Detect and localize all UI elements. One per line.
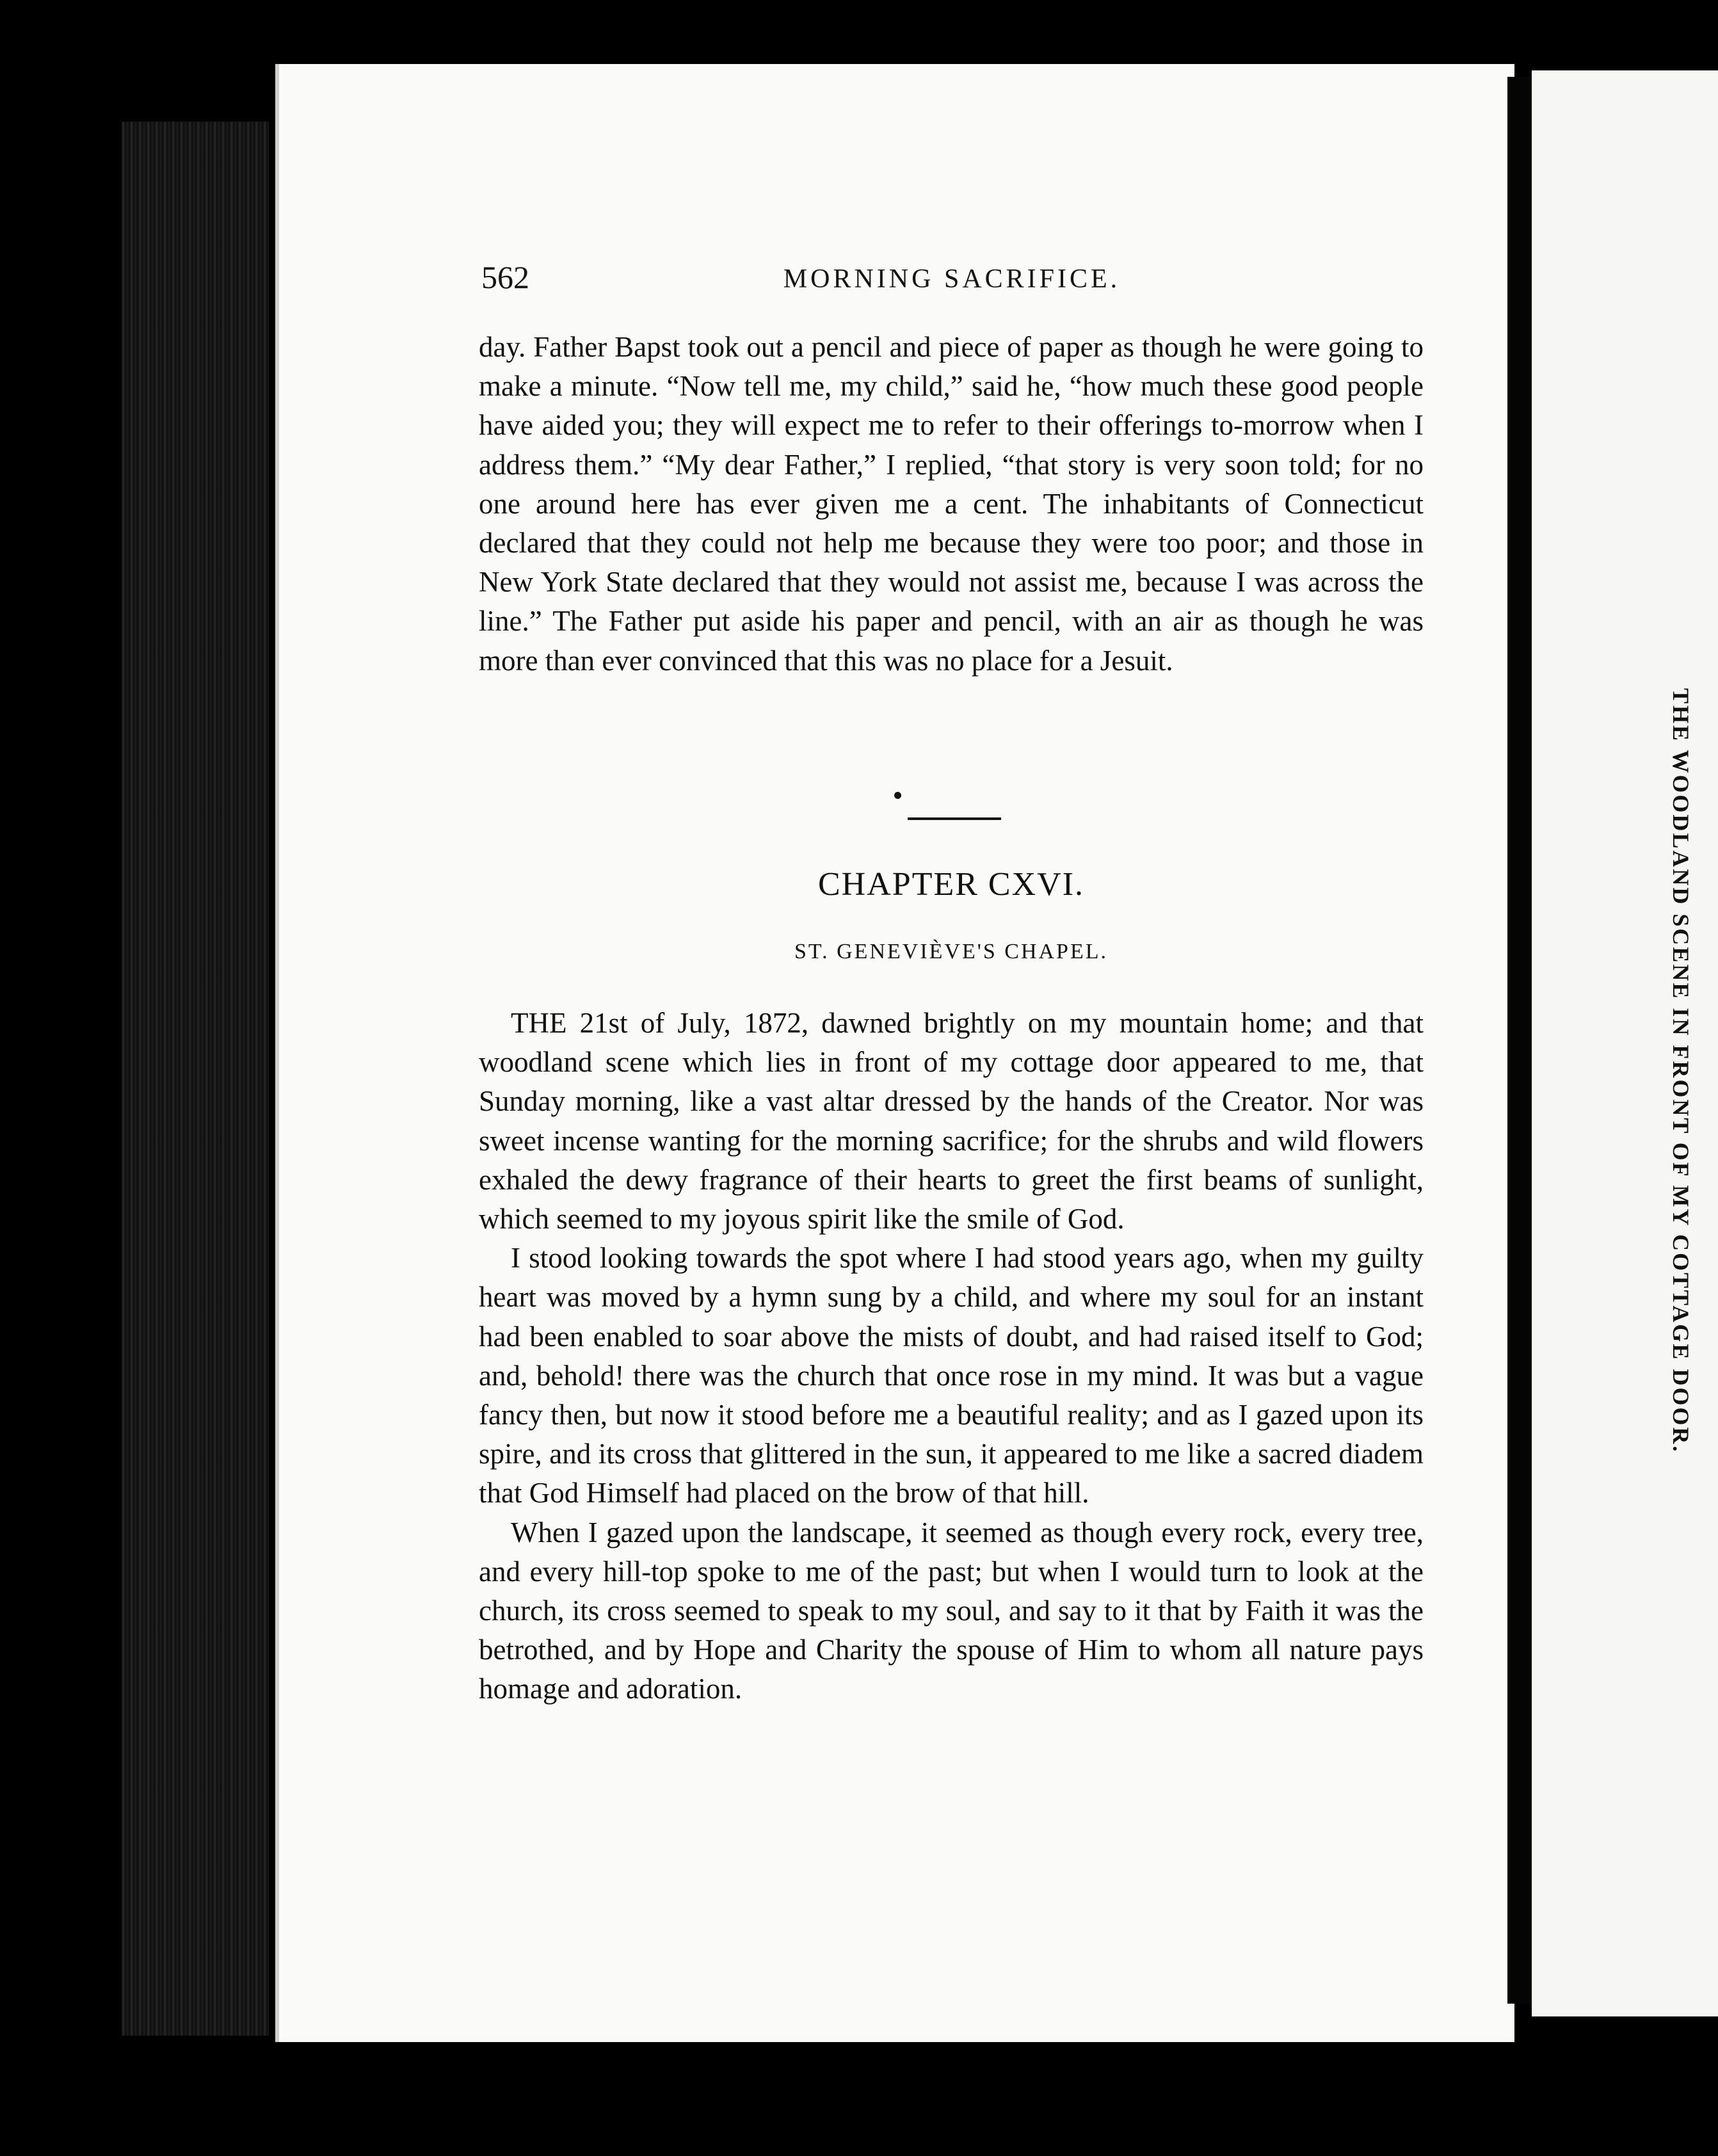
chapter-subtitle: ST. GENEVIÈVE'S CHAPEL. — [794, 940, 1109, 963]
separator-rule — [908, 817, 1001, 820]
facing-page-caption: THE WOODLAND SCENE IN FRONT OF MY COTTAGE DOOR. — [1668, 688, 1694, 1454]
paragraph-continued: day. Father Bapst took out a pencil and piece of paper as though he were going to make a minute. “Now tell me, my child,” said he, “how much these good people have aided you; they will expect me to refer to their offerings to-morrow when I address them.” “My dear Father,” I replied, “that story is very soon told; for no one around here has ever given me a cent. The inhabitants of Connecticut declared that they could not help me because they were too poor; and those in New York State declared that they would not assist me, because I was across the line.” The Father put aside his paper and pencil, with an air as though he was more than ever convinced that this was no place for a Jesuit. — [479, 331, 1424, 677]
paragraph: THE 21st of July, 1872, dawned brightly on my mountain home; and that woodland scene which lies in front of my cottage door appeared to me, that Sunday morning, like a vast altar dressed by the hands of the Creator. Nor was sweet incense wanting for the morning sacrifice; for the shrubs and wild flowers exhaled the dewy fragrance of their hearts to greet the first beams of sunlight, which seemed to my joyous spirit like the smile of God. — [479, 1007, 1424, 1235]
paragraph: I stood looking towards the spot where I had stood years ago, when my guilty heart was moved by a hymn sung by a child, and where my soul for an instant had been enabled to soar above the mists of doubt, and had raised itself to God; and, behold! there was the church that once rose in my mind. It was but a vague fancy then, but now it stood before me a beautiful reality; and as I gazed upon its spire, and its cross that glittered in the sun, it appeared to me like a sacred diadem that God Himself had placed on the brow of that hill. — [479, 1242, 1424, 1509]
chapter-heading: CHAPTER CXVI. — [817, 866, 1085, 903]
book-edge — [122, 122, 269, 2036]
separator-dot — [894, 792, 901, 799]
book-gutter — [1507, 77, 1532, 2004]
running-head: MORNING SACRIFICE. — [783, 264, 1121, 294]
page-header — [481, 259, 1422, 303]
paragraph: When I gazed upon the landscape, it seemed as though every rock, every tree, and every hill-top spoke to me of the past; but when I would turn to look at the church, its cross seemed to speak to my soul, and say to it that by Faith it was the betrothed, and by Hope and Charity the spouse of Him to whom all nature pays homage and adoration. — [479, 1516, 1424, 1705]
chapter-body — [479, 1004, 1424, 1709]
page-number: 562 — [481, 259, 529, 295]
text-block-continued — [479, 328, 1424, 680]
